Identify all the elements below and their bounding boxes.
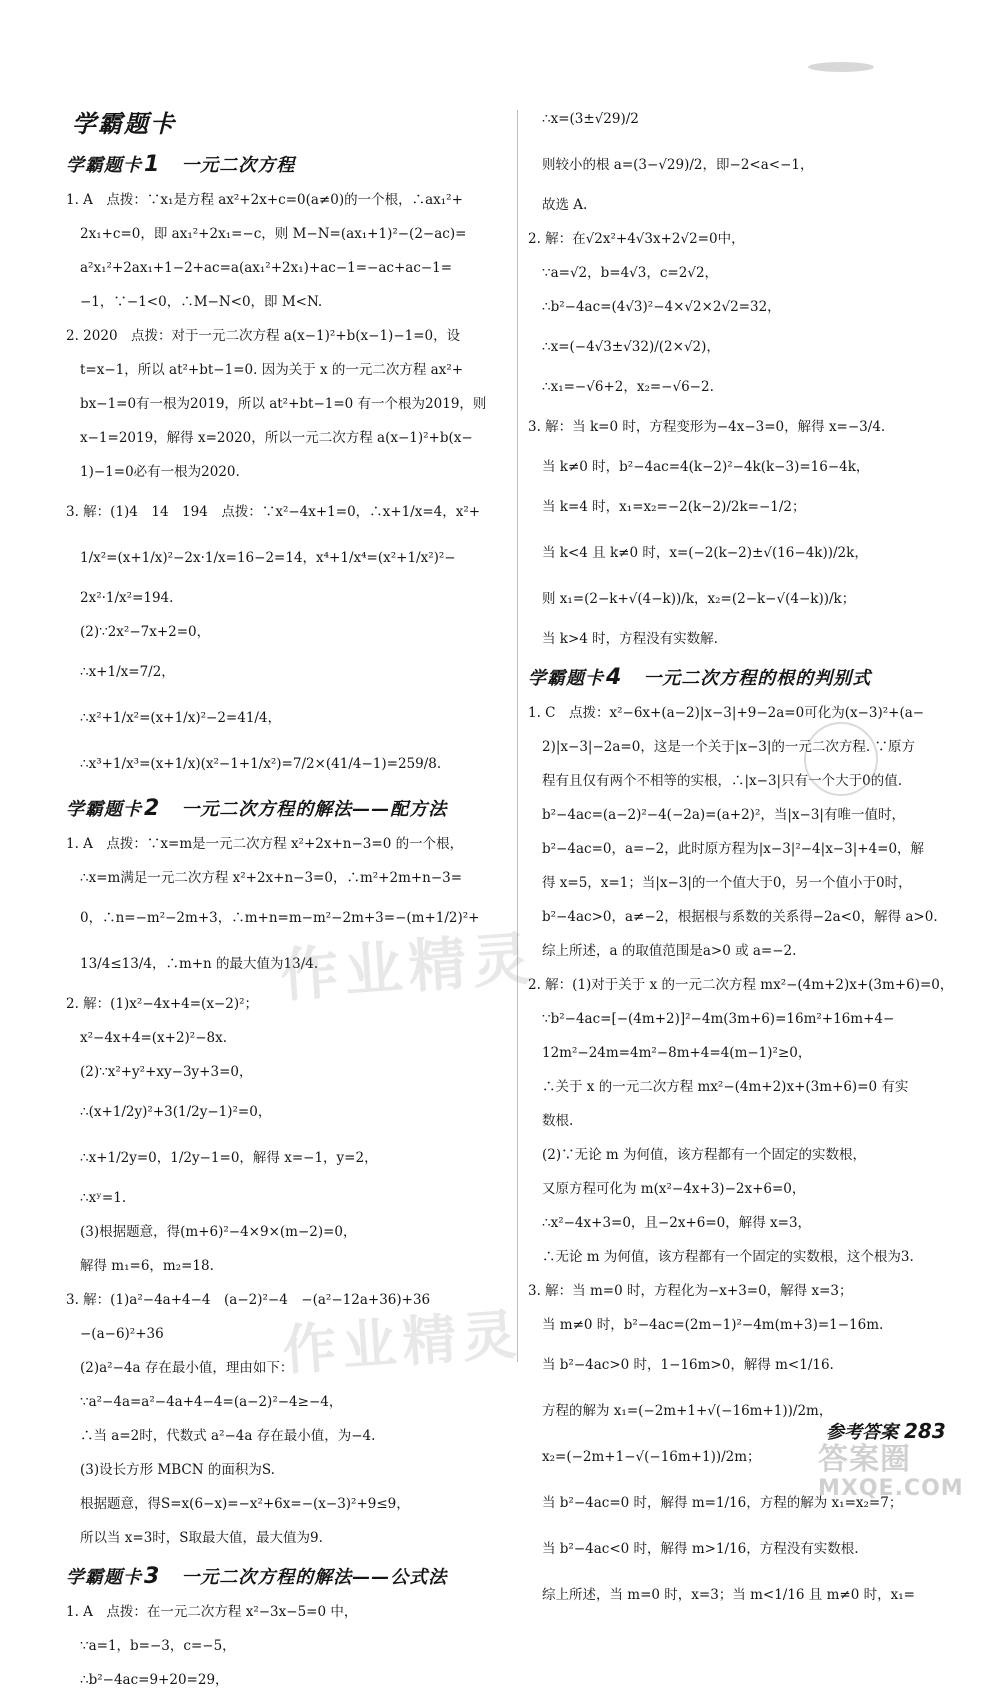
answer-line: 当 m≠0 时，b²−4ac=(2m−1)²−4m(m+3)=1−16m. (542, 1317, 884, 1333)
answer-line: (3)根据题意，得(m+6)²−4×9×(m−2)=0， (80, 1224, 357, 1240)
section-3-title: 学霸题卡3 一元二次方程的解法——公式法 (66, 1564, 448, 1589)
section-2-title: 学霸题卡2 一元二次方程的解法——配方法 (66, 796, 448, 821)
answer-line: 当 k=4 时，x₁=x₂=−2(k−2)/2k=−1/2； (542, 499, 806, 515)
answer-line: b²−4ac=(a−2)²−4(−2a)=(a+2)²，当|x−3|有唯一值时， (542, 807, 905, 823)
answer-line: ∴b²−4ac=9+20=29， (80, 1672, 229, 1688)
right-column (528, 96, 960, 1618)
answer-line: 当 k<4 且 k≠0 时，x=(−2(k−2)±√(16−4k))/2k， (542, 545, 868, 561)
answer-line: 程有且仅有两个不相等的实根，∴|x−3|只有一个大于0的值. (542, 773, 902, 789)
answer-line: 12m²−24m=4m²−8m+4=4(m−1)²≥0， (542, 1045, 812, 1061)
answer-line: 1)−1=0必有一根为2020. (80, 464, 240, 480)
answer-line: −1，∵−1<0，∴M−N<0，即 M<N. (80, 294, 323, 310)
answer-line: (2)∵x²+y²+xy−3y+3=0， (80, 1064, 253, 1080)
answer-line: ∵a=√2，b=4√3，c=2√2， (542, 265, 719, 281)
footer-label: 参考答案 (826, 1422, 898, 1443)
answer-line: 3. 解：当 k=0 时，方程变形为−4x−3=0，解得 x=−3/4. (528, 419, 886, 435)
answer-line: 则较小的根 a=(3−√29)/2，即−2<a<−1， (542, 157, 814, 173)
answer-line: ∵a=1，b=−3，c=−5， (80, 1638, 236, 1654)
answer-line: 2. 解：(1)x²−4x+4=(x−2)²； (66, 996, 259, 1012)
answer-line: 2. 解：在√2x²+4√3x+2√2=0中， (528, 231, 745, 247)
answer-line: 所以当 x=3时，S取最大值，最大值为9. (80, 1530, 323, 1546)
answer-line: 则 x₁=(2−k+√(4−k))/k，x₂=(2−k−√(4−k))/k； (542, 591, 856, 607)
answer-line: x−1=2019，解得 x=2020，所以一元二次方程 a(x−1)²+b(x− (80, 430, 473, 446)
answer-line: t=x−1，所以 at²+bt−1=0. 因为关于 x 的一元二次方程 ax²+ (80, 362, 464, 378)
answer-line: ∴x³+1/x³=(x+1/x)(x²−1+1/x²)=7/2×(41/4−1)=259/8. (80, 756, 442, 772)
answer-line: (2)∵无论 m 为何值，该方程都有一个固定的实数根， (542, 1147, 867, 1163)
answer-line: ∴x=(−4√3±√32)/(2×√2)， (542, 339, 720, 355)
answer-line: ∴无论 m 为何值，该方程都有一个固定的实数根，这个根为3. (542, 1249, 914, 1265)
answer-line: −(a−6)²+36 (80, 1326, 164, 1342)
answer-line: 当 b²−4ac=0 时，解得 m=1/16，方程的解为 x₁=x₂=7； (542, 1495, 903, 1511)
top-decoration (808, 62, 874, 72)
answer-line: b²−4ac>0，a≠−2，根据根与系数的关系得−2a<0，解得 a>0. (542, 909, 938, 925)
answer-line: ∵a²−4a=a²−4a+4−4=(a−2)²−4≥−4， (80, 1394, 343, 1410)
answer-line: 2x₁+c=0，即 ax₁²+2x₁=−c，则 M−N=(ax₁+1)²−(2−ac)= (80, 226, 467, 242)
answer-line: 1. A 点拨：在一元二次方程 x²−3x−5=0 中， (66, 1604, 358, 1620)
answer-line: 2. 解：(1)对于关于 x 的一元二次方程 mx²−(4m+2)x+(3m+6)=0， (528, 977, 954, 993)
column-divider (517, 110, 518, 1362)
answer-line: 数根. (542, 1113, 574, 1129)
answer-line: (2)a²−4a 存在最小值，理由如下： (80, 1360, 294, 1376)
answer-line: 3. 解：(1)a²−4a+4−4 (a−2)²−4 −(a²−12a+36)+36 (66, 1292, 431, 1308)
answer-line: 综上所述，a 的取值范围是a>0 或 a=−2. (542, 943, 797, 959)
answer-line: 当 b²−4ac<0 时，解得 m>1/16，方程没有实数根. (542, 1541, 859, 1557)
section-4-title: 学霸题卡4 一元二次方程的根的判别式 (528, 665, 872, 690)
answer-line: ∴x₁=−√6+2，x₂=−√6−2. (542, 379, 714, 395)
answer-line: bx−1=0有一根为2019，所以 at²+bt−1=0 有一个根为2019，则 (80, 396, 487, 412)
answer-line: ∴关于 x 的一元二次方程 mx²−(4m+2)x+(3m+6)=0 有实 (542, 1079, 909, 1095)
answer-line: 故选 A. (542, 197, 588, 213)
answer-line: b²−4ac=0，a=−2，此时原方程为|x−3|²−4|x−3|+4=0，解 (542, 841, 925, 857)
left-column (66, 96, 508, 1697)
answer-line: (3)设长方形 MBCN 的面积为S. (80, 1462, 275, 1478)
answer-line: x²−4x+4=(x+2)²−8x. (80, 1030, 228, 1046)
answer-line: ∴x²−4x+3=0，且−2x+6=0，解得 x=3， (542, 1215, 812, 1231)
answer-line: ∴x=m满足一元二次方程 x²+2x+n−3=0，∴m²+2m+n−3= (80, 870, 463, 886)
answer-line: 得 x=5，x=1；当|x−3|的一个值大于0，另一个值小于0时， (542, 875, 912, 891)
answer-line: 13/4≤13/4，∴m+n 的最大值为13/4. (80, 956, 319, 972)
stamp-icon (804, 722, 878, 796)
site-watermark: 答案圈 MXQE.COM (818, 1442, 964, 1501)
answer-line: ∴x+1/x=7/2， (80, 664, 175, 680)
answer-line: 3. 解：(1)4 14 194 点拨：∵x²−4x+1=0，∴x+1/x=4，x²+ (66, 504, 481, 520)
answer-line: 3. 解：当 m=0 时，方程化为−x+3=0，解得 x=3； (528, 1283, 853, 1299)
answer-line: 1/x²=(x+1/x)²−2x·1/x=16−2=14，x⁴+1/x⁴=(x²+1/x²)²− (80, 550, 456, 566)
answer-line: a²x₁²+2ax₁+1−2+ac=a(ax₁²+2x₁)+ac−1=−ac+ac−1= (80, 260, 453, 276)
answer-line: 2. 2020 点拨：对于一元二次方程 a(x−1)²+b(x−1)−1=0，设 (66, 328, 461, 344)
answer-line: 2x²·1/x²=194. (80, 590, 174, 606)
answer-line: 综上所述，当 m=0 时，x=3；当 m<1/16 且 m≠0 时，x₁= (542, 1587, 915, 1603)
answer-line: 2)|x−3|−2a=0，这是一个关于|x−3|的一元二次方程. ∵原方 (542, 739, 916, 755)
answer-line: 又原方程可化为 m(x²−4x+3)−2x+6=0， (542, 1181, 806, 1197)
answer-line: ∴x+1/2y=0，1/2y−1=0，解得 x=−1，y=2， (80, 1150, 378, 1166)
answer-line: ∵b²−4ac=[−(4m+2)]²−4m(3m+6)=16m²+16m+4− (542, 1011, 895, 1027)
answer-line: 1. A 点拨：∵x=m是一元二次方程 x²+2x+n−3=0 的一个根， (66, 836, 464, 852)
answer-line: ∴x=(3±√29)/2 (542, 111, 639, 127)
answer-line: 当 k≠0 时，b²−4ac=4(k−2)²−4k(k−3)=16−4k， (542, 459, 870, 475)
answer-line: ∴b²−4ac=(4√3)²−4×√2×2√2=32， (542, 299, 781, 315)
answer-line: ∴(x+1/2y)²+3(1/2y−1)²=0， (80, 1104, 272, 1120)
answer-line: 当 b²−4ac>0 时，1−16m>0，解得 m<1/16. (542, 1357, 834, 1373)
answer-line: 根据题意，得S=x(6−x)=−x²+6x=−(x−3)²+9≤9， (80, 1496, 410, 1512)
answer-line: 解得 m₁=6，m₂=18. (80, 1258, 214, 1274)
answer-line: 当 k>4 时，方程没有实数解. (542, 631, 718, 647)
watermark-text: 作业精灵 (278, 924, 539, 1010)
answer-line: 0，∴n=−m²−2m+3，∴m+n=m−m²−2m+3=−(m+1/2)²+ (80, 910, 480, 926)
answer-line: ∴x²+1/x²=(x+1/x)²−2=41/4， (80, 710, 282, 726)
answer-line: 1. A 点拨：∵x₁是方程 ax²+2x+c=0(a≠0)的一个根，∴ax₁²+ (66, 192, 463, 208)
answer-line: 1. C 点拨：x²−6x+(a−2)|x−3|+9−2a=0可化为(x−3)²+(a− (528, 705, 925, 721)
page-heading: 学霸题卡 (72, 110, 176, 138)
answer-line: x₂=(−2m+1−√(−16m+1))/2m； (542, 1449, 761, 1465)
answer-line: (2)∵2x²−7x+2=0， (80, 624, 211, 640)
answer-line: ∴当 a=2时，代数式 a²−4a 存在最小值，为−4. (80, 1428, 376, 1444)
section-1-title: 学霸题卡1 一元二次方程 (66, 152, 296, 177)
answer-line: 方程的解为 x₁=(−2m+1+√(−16m+1))/2m， (542, 1403, 833, 1419)
watermark-text: 作业精灵 (280, 1302, 525, 1383)
answer-line: ∴xʸ=1. (80, 1190, 127, 1206)
page-number: 283 (904, 1419, 946, 1443)
